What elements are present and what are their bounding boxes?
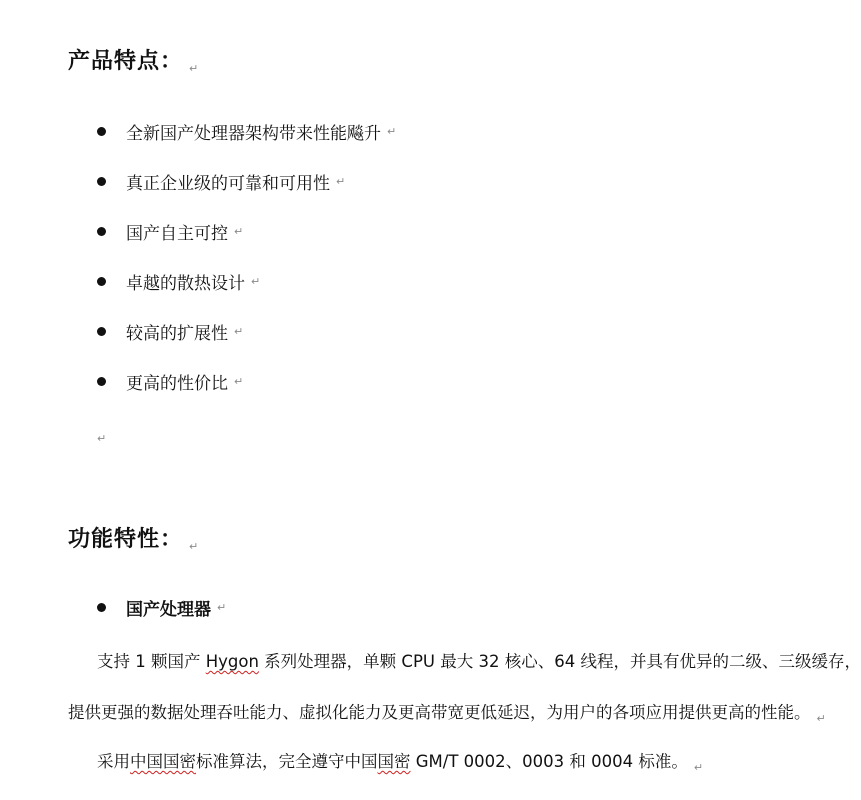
spellcheck-word: 国密 [377, 752, 411, 771]
paragraph-mark-icon: ↵ [693, 761, 704, 774]
list-item [97, 118, 396, 144]
para-text: 采用 [97, 752, 130, 771]
empty-paragraph-mark-icon: ↵ [97, 432, 107, 445]
paragraph-mark-icon: ↵ [336, 174, 346, 188]
list-item [97, 168, 345, 194]
spellcheck-word: 中国国密 [130, 752, 196, 771]
subheading-text: 国产处理器 [126, 599, 211, 620]
list-item-domestic-processor [97, 594, 226, 620]
body-paragraph-line-1 [97, 648, 861, 672]
list-item-text: 全新国产处理器架构带来性能飚升 [126, 123, 381, 144]
bullet-icon [97, 603, 106, 612]
section-heading-product-features [68, 44, 199, 75]
list-item [97, 318, 243, 344]
para-text: 系列处理器，单颗 CPU 最大 32 核心、64 线程，并具有优异的二级、三级缓存， [258, 652, 861, 671]
para-text: GM/T 0002、0003 和 0004 标准。 [410, 752, 688, 771]
para-text: 提供更强的数据处理吞吐能力、虚拟化能力及更高带宽更低延迟，为用户的各项应用提供更高的性能。 [68, 703, 811, 722]
spellcheck-word: Hygon [205, 652, 259, 671]
bullet-icon [97, 377, 106, 386]
paragraph-mark-icon: ↵ [251, 274, 261, 288]
para-text: 支持 1 颗国产 [97, 652, 206, 671]
list-item-text: 较高的扩展性 [126, 323, 228, 344]
paragraph-mark-icon: ↵ [234, 224, 244, 238]
heading-text: 产品特点： [68, 49, 184, 74]
paragraph-mark-icon: ↵ [234, 324, 244, 338]
para-text: 标准算法，完全遵守中国 [196, 752, 378, 771]
bullet-icon [97, 277, 106, 286]
list-item-text: 卓越的散热设计 [126, 273, 245, 294]
body-paragraph-line-2 [68, 699, 826, 725]
paragraph-mark-icon: ↵ [189, 540, 200, 553]
paragraph-mark-icon: ↵ [234, 374, 244, 388]
list-item-text: 国产自主可控 [126, 223, 228, 244]
paragraph-mark-icon: ↵ [387, 124, 397, 138]
heading-text: 功能特性： [68, 527, 184, 552]
bullet-icon [97, 127, 106, 136]
paragraph-mark-icon: ↵ [816, 712, 826, 725]
paragraph-mark-icon: ↵ [189, 62, 200, 75]
body-paragraph-line-3 [97, 748, 703, 774]
list-item [97, 218, 243, 244]
bullet-icon [97, 227, 106, 236]
list-item [97, 368, 243, 394]
bullet-icon [97, 177, 106, 186]
list-item [97, 268, 260, 294]
list-item-text: 更高的性价比 [126, 373, 228, 394]
list-item-text: 真正企业级的可靠和可用性 [126, 173, 330, 194]
section-heading-functional-features [68, 522, 199, 553]
bullet-icon [97, 327, 106, 336]
paragraph-mark-icon: ↵ [217, 600, 227, 614]
